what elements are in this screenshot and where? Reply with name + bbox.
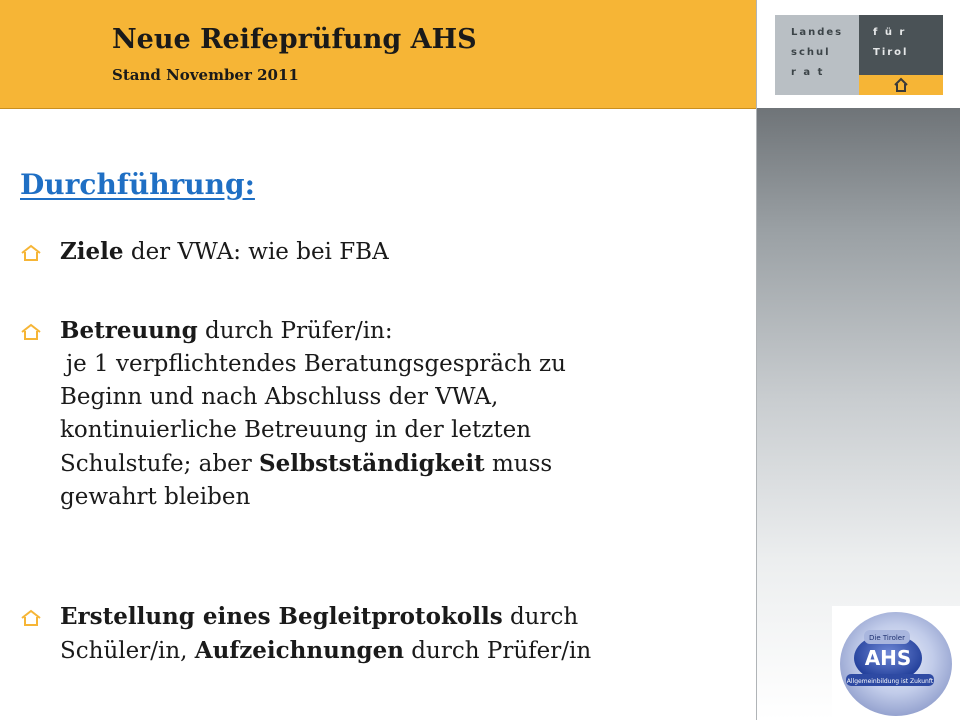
bullet-text: je 1 verpflichtendes Beratungsgespräch zu (66, 351, 566, 377)
section-heading: Durchführung: (20, 168, 255, 201)
bullet-text: der VWA: wie bei FBA (123, 239, 389, 265)
logo-text-line: r a t (791, 67, 825, 78)
logo-text-line: f ü r (873, 27, 907, 38)
house-outline-icon (20, 609, 42, 627)
bullet-text: Schulstufe; aber (60, 451, 260, 477)
bullet-text: durch (502, 604, 579, 630)
page-subtitle: Stand November 2011 (112, 66, 299, 84)
logo-text-line: Landes (791, 27, 844, 38)
ahs-badge-graphic (832, 606, 960, 720)
house-icon (893, 77, 909, 93)
bullet-text: durch Prüfer/in: (197, 318, 393, 344)
badge-bottom-text: Allgemeinbildung ist Zukunft (846, 678, 934, 685)
bullet-text: kontinuierliche Betreuung in der letzten (60, 417, 532, 443)
house-outline-icon (20, 323, 42, 341)
house-outline-icon (20, 244, 42, 262)
bullet-text: gewahrt bleiben (60, 484, 251, 510)
bullet-keyword: Ziele (60, 238, 124, 265)
bullet-keyword: Aufzeichnungen (194, 637, 404, 664)
logo-text-line: schul (791, 47, 831, 58)
ahs-badge-logo (832, 606, 960, 720)
logo-house-box (859, 75, 943, 95)
bullet-text: Beginn und nach Abschluss der VWA, (60, 384, 499, 410)
page-title: Neue Reifeprüfung AHS (112, 24, 477, 55)
bullet-text: Schüler/in, (60, 638, 195, 664)
landesschulrat-logo (775, 15, 943, 95)
bullet-keyword: Selbstständigkeit (259, 450, 485, 477)
header-band (0, 0, 756, 109)
logo-left-block (775, 15, 859, 95)
bullet-text: durch Prüfer/in (404, 638, 592, 664)
bullet-text: muss (484, 451, 553, 477)
logo-text-line: Tirol (873, 47, 909, 58)
bullet-keyword: Erstellung eines Begleitprotokolls (60, 603, 503, 630)
badge-top-text: Die Tiroler (868, 634, 906, 642)
badge-main-text: AHS (864, 646, 912, 670)
bullet-keyword: Betreuung (60, 317, 198, 344)
